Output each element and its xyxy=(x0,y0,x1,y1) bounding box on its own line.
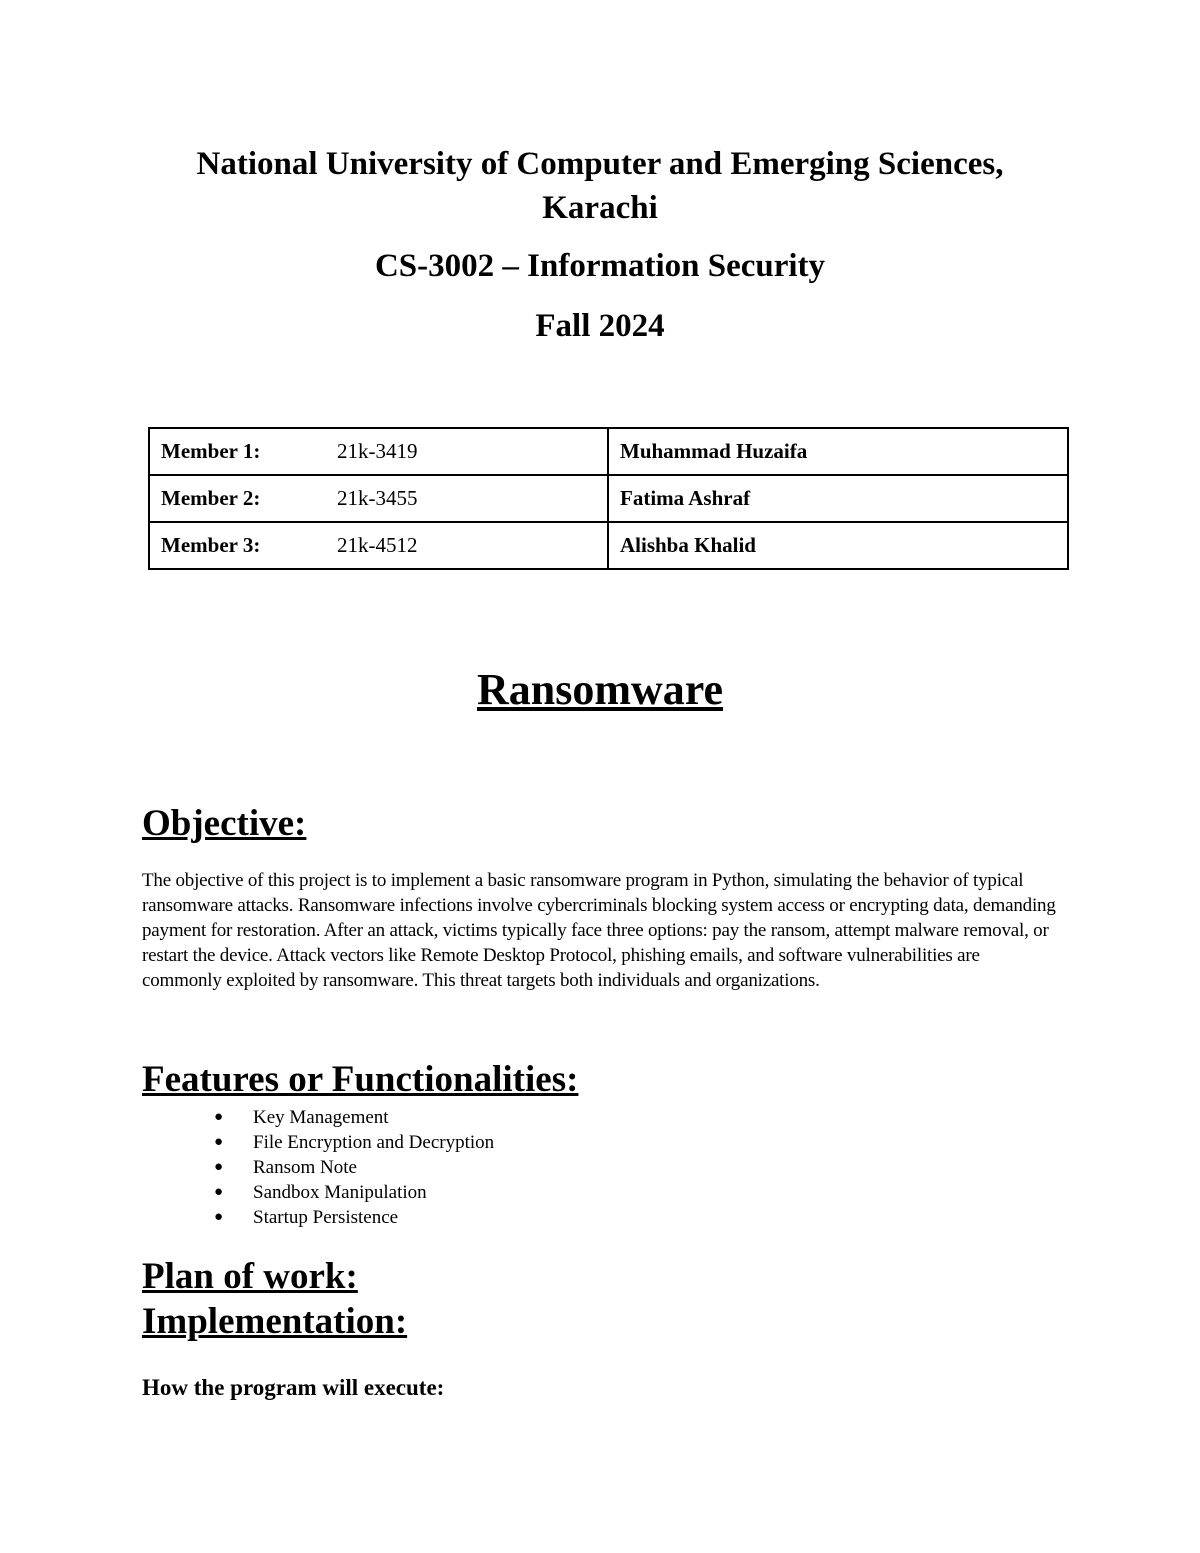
table-row xyxy=(149,428,1068,475)
member-label: Member 3: xyxy=(149,522,326,569)
member-id: 21k-3419 xyxy=(326,428,608,475)
university-line-1: National University of Computer and Emerging Sciences, xyxy=(196,146,1004,182)
table-row xyxy=(149,475,1068,522)
list-item xyxy=(142,1155,494,1180)
feature-label: Ransom Note xyxy=(253,1157,357,1178)
term: Fall 2024 xyxy=(535,308,665,344)
feature-label: File Encryption and Decryption xyxy=(253,1132,495,1153)
bullet-icon: ● xyxy=(214,1159,224,1175)
list-item xyxy=(142,1130,494,1155)
university-line-2: Karachi xyxy=(542,190,658,226)
features-heading: Features or Functionalities: xyxy=(142,1059,579,1100)
members-table xyxy=(148,427,1069,570)
bullet-icon: ● xyxy=(214,1184,224,1200)
bullet-icon: ● xyxy=(214,1209,224,1225)
member-id: 21k-3455 xyxy=(326,475,608,522)
member-name: Alishba Khalid xyxy=(608,522,1068,569)
list-item xyxy=(142,1205,494,1230)
plan-heading: Plan of work: xyxy=(142,1256,358,1297)
member-label: Member 2: xyxy=(149,475,326,522)
list-item xyxy=(142,1105,494,1130)
objective-heading: Objective: xyxy=(142,803,307,844)
objective-paragraph: The objective of this project is to implement a basic ransomware program in Python, simulating the behavior of typical ransomware attacks. Ransomware infections involve cybercriminals blocking system access or encrypting data, demanding payment for restoration. After an attack, victims typically face three options: pay the ransom, attempt malware removal, or restart the device. Attack vectors like Remote Desktop Protocol, phishing emails, and software vulnerabilities are commonly exploited by ransomware. This threat targets both individuals and organizations. xyxy=(142,870,1056,991)
implementation-heading: Implementation: xyxy=(142,1301,408,1342)
execution-subheading: How the program will execute: xyxy=(142,1375,445,1400)
member-name: Muhammad Huzaifa xyxy=(608,428,1068,475)
feature-label: Key Management xyxy=(253,1107,389,1128)
course-title: CS-3002 – Information Security xyxy=(374,248,826,284)
bullet-icon: ● xyxy=(214,1134,224,1150)
document-title: Ransomware xyxy=(476,665,724,714)
feature-label: Sandbox Manipulation xyxy=(253,1182,427,1203)
list-item xyxy=(142,1180,494,1205)
table-row xyxy=(149,522,1068,569)
member-id: 21k-4512 xyxy=(326,522,608,569)
member-name: Fatima Ashraf xyxy=(608,475,1068,522)
member-label: Member 1: xyxy=(149,428,326,475)
bullet-icon: ● xyxy=(214,1109,224,1125)
feature-label: Startup Persistence xyxy=(253,1207,399,1228)
university-name xyxy=(100,142,1100,230)
features-list xyxy=(142,1105,494,1230)
